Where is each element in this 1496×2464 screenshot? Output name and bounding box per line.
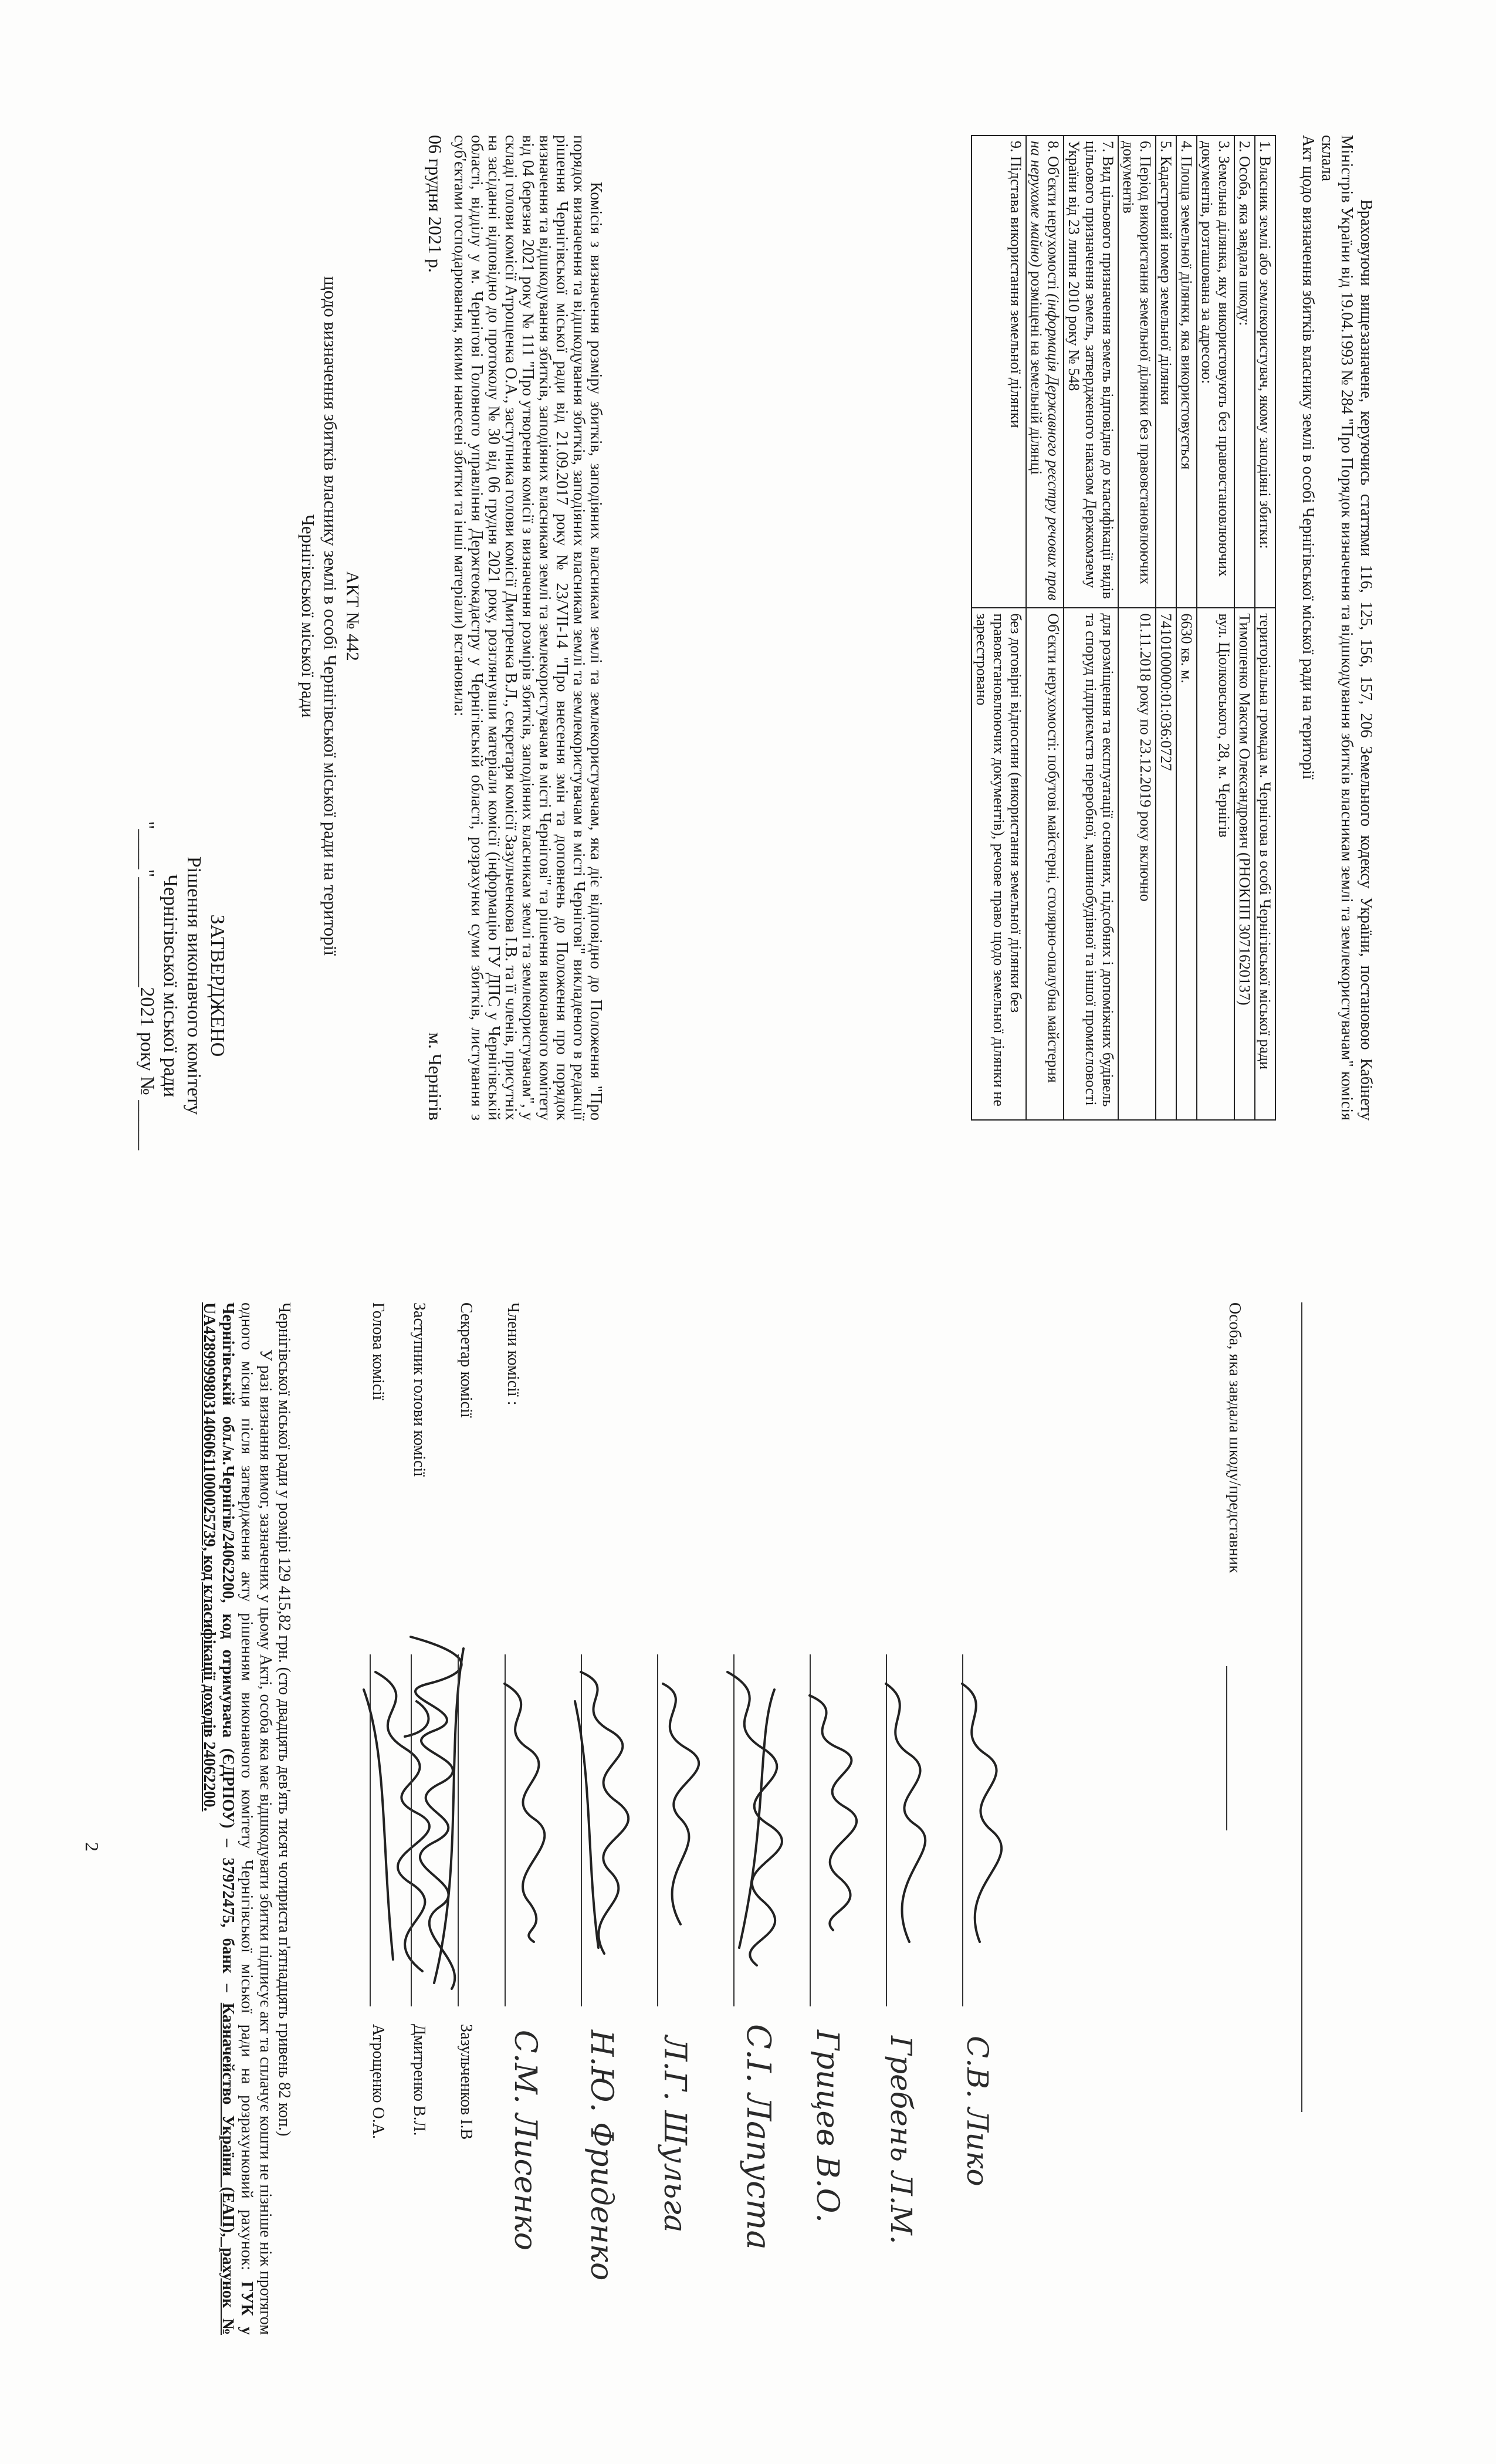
table-cell-answer: вул. Ціолковського, 28, м. Чернігів (1197, 608, 1234, 1120)
table-row (1064, 136, 1118, 1120)
offender-label: Особа, яка завдала шкоду/представник (1226, 1302, 1244, 1573)
approved-line-1: Рішення виконавчого комітету (183, 856, 205, 1115)
conclusion-paragraph (1298, 135, 1376, 1121)
signature-line (1301, 1302, 1302, 2112)
member-signature-image (563, 1666, 634, 1959)
amount-text: Чернігівської міської ради у розмірі 129 415,82 грн. (сто двадцять дев'ять тисяч чотириста п'ятнадцять гривень 82 коп.) (275, 1302, 293, 2137)
chair-name: Атрощенко О.А. (369, 2024, 387, 2139)
deputy-label: Заступник голови комісії (410, 1302, 428, 1477)
table-cell-question: 4. Площа земельної ділянки, яка використовується (1176, 136, 1197, 608)
payment-terms-text: У разі визнання вимог, зазначених у цьому Акті, особа яка має відшкодувати збитки підписує акт та сплачує кошти не пізніше ніж протягом одного місяця після затвердження акту рішенням виконавчого комітету Чернігівської міської ради на розрахунковий рахунок: (238, 1302, 275, 2335)
intro-text: Комісія з визначення розміру збитків, заподіяних власникам землі та землекористувачам, яка діє відповідно до Положення "Про порядок визначення та відшкодування збитків, заподіяних власникам землі та землекористувачам в місті Чернігові" викладеного в редакції рішення Чернігівської міської ради від 21.09.2017 року № 23/VII-14 "Про внесення змін та доповнень до Положення про порядок визначення та відшкодування збитків, заподіяних власникам землі та землекористувачам в місті Чернігові" та рішення виконавчого комітету від 04 березня 2021 року № 111 "Про утворення комісії з визначення розмірів збитків, заподіяних власникам землі та землекористувачам", у складі голови комісії Атрощенка О.А., заступника голови комісії Дмитренка В.Л., секретаря комісії Зазульченкова І.В. та її членів, присутніх на засіданні відповідно до протоколу № 30 від 06 грудня 2021 року, розглянувши матеріали комісії (інформацію ГУ ДПС у Чернігівській області, відділу у м. Чернігові Головного управління Держгеокадастру у Чернігівській області, розрахунки суми збитків, листування з суб'єктами господарювання, якими нанесені збитки та інші матеріали) встановила: (451, 135, 605, 1121)
table-cell-question: 6. Період використання земельної ділянки без правовстановлюючих документів (1118, 136, 1156, 608)
question-tail: розміщені на земельній ділянці (1028, 270, 1045, 475)
table-cell-question: 3. Земельна ділянка, яку використовують без правовстановлюючих документів, розташована за адресою: (1197, 136, 1234, 608)
conclusion-text-2: Акт щодо визначення збитків власнику землі в особі Чернігівської міської ради на території (1299, 135, 1317, 780)
member-handwritten-name: С.В. Лико (960, 2036, 994, 2187)
page-2 (0, 1232, 1496, 2464)
page-number: 2 (82, 1842, 103, 1852)
secretary-label: Секретар комісії (457, 1302, 475, 1418)
table-row (1234, 136, 1255, 1120)
member-handwritten-name: С.М. Лисенко (507, 2030, 543, 2251)
act-title: АКТ № 442 (343, 571, 363, 661)
act-subtitle-1: щодо визначення збитків власнику землі в особі Чернігівської міської ради на території (320, 276, 341, 956)
deputy-name: Дмитренко В.Л. (410, 2024, 428, 2136)
table-row (972, 136, 1026, 1120)
chair-label: Голова комісії (369, 1302, 387, 1400)
table-cell-question: 9. Підстава використання земельної ділянки (972, 136, 1026, 608)
member-signature-image (945, 1678, 1009, 1948)
deputy-signature-image (399, 1631, 499, 1995)
table-cell-answer: територіальна громада м. Чернігова в особі Чернігівської міської ради (1255, 608, 1275, 1120)
place-date-row (424, 135, 446, 1121)
members-label: Члени комісії : (504, 1302, 522, 1406)
table-row (1197, 136, 1234, 1120)
bank-details-bold: ГУК у Чернігівській обл./м.Чернігів/24062200, код отримувача (ЄДРПОУ) – 37972475, банк – (219, 1302, 256, 2336)
secretary-name: Зазульченков І.В (457, 2024, 475, 2140)
member-signature-image (868, 1678, 933, 1948)
conclusion-text-1: Враховуючи вищезазначене, керуючись статтями 116, 125, 156, 157, 206 Земельного кодексу України, постановою Кабінету Міністрів України від 19.04.1993 № 284 "Про Порядок визначення та відшкодування збитків власникам землі та землекористувачам" комісія склала (1318, 135, 1375, 1121)
table-cell-answer: без договірні відносини (використання земельної ділянки без правовстановлюючих документів), речове право щодо земельної ділянки не зареєстровано (972, 608, 1026, 1120)
bank-account-underlined: Казначейство України (ЕАП), рахунок № UA428999980314060611000025739, код класифікації доходів 24062200. (200, 1302, 237, 2336)
act-date: 06 грудня 2021 р. (425, 135, 446, 273)
signature-line (458, 1654, 459, 2006)
approval-stamp-block (135, 798, 229, 1173)
table-cell-question: 7. Вид цільового призначення земель відповідно до класифікації видів цільового призначення земель, затвердженого наказом Держкомзему України від 23 липня 2010 року № 548 (1064, 136, 1118, 608)
table-row (1176, 136, 1197, 1120)
act-subtitle-2: Чернігівської міської ради (298, 514, 319, 718)
act-details-table (971, 135, 1276, 1121)
member-signature-image (710, 1666, 792, 1971)
member-handwritten-name: С.І. Лапуста (739, 2024, 777, 2250)
member-handwritten-name: Грицев В.О. (810, 2030, 845, 2223)
question-italic-note: (інформація Державного реєстру речових прав на нерухоме майно) (1028, 141, 1062, 601)
approved-title: ЗАТВЕРДЖЕНО (207, 914, 228, 1057)
table-cell-question: 5. Кадастровий номер земельної ділянки (1156, 136, 1176, 608)
table-row (1026, 136, 1064, 1120)
approved-line-3: "____"___________2021 року № _____ (136, 821, 158, 1150)
approved-line-2: Чернігівської міської ради (160, 874, 181, 1098)
signature-line (1226, 1666, 1227, 1830)
member-handwritten-name: Гребень Л.М. (884, 2036, 918, 2245)
act-city: м. Чернігів (425, 1032, 446, 1121)
member-signature-image (639, 1678, 704, 1936)
table-cell-question: 1. Власник землі або землекористувач, якому заподіяні збитки: (1255, 136, 1275, 608)
question-text: 8. Об'єкти нерухомості (1045, 141, 1062, 290)
table-row (1156, 136, 1176, 1120)
table-cell-answer: Тимошенко Максим Олександрович (РНОКПП 3071620137) (1234, 608, 1255, 1120)
table-row (1255, 136, 1275, 1120)
table-cell-answer: Об'єкти нерухомості: побутові майстерні, столярно-опалубна майстерня (1026, 608, 1064, 1120)
table-cell-question: 2. Особа, яка завдала шкоду: (1234, 136, 1255, 608)
member-handwritten-name: Л.Г. Шульга (657, 2036, 692, 2233)
signatures-block (293, 1302, 1496, 2417)
member-handwritten-name: Н.Ю. Фриденко (584, 2030, 619, 2281)
member-signature-image (792, 1690, 862, 1936)
table-cell-answer: 01.11.2018 року по 23.12.2019 року включно (1118, 608, 1156, 1120)
table-cell-answer: 6630 кв. м. (1176, 608, 1197, 1120)
table-cell-answer: 7410100000:01:036:0727 (1156, 608, 1176, 1120)
table-row (1118, 136, 1156, 1120)
member-signature-image (487, 1678, 551, 1948)
intro-paragraph (451, 135, 604, 1121)
payment-paragraph (199, 1302, 293, 2335)
table-cell-question (1026, 136, 1064, 608)
table-cell-answer: для розміщення та експлуатації основних, підсобних і допоміжних будівель та споруд підприємств переробної, машинобудівної та іншої промисловості (1064, 608, 1118, 1120)
act-heading (297, 135, 364, 1097)
